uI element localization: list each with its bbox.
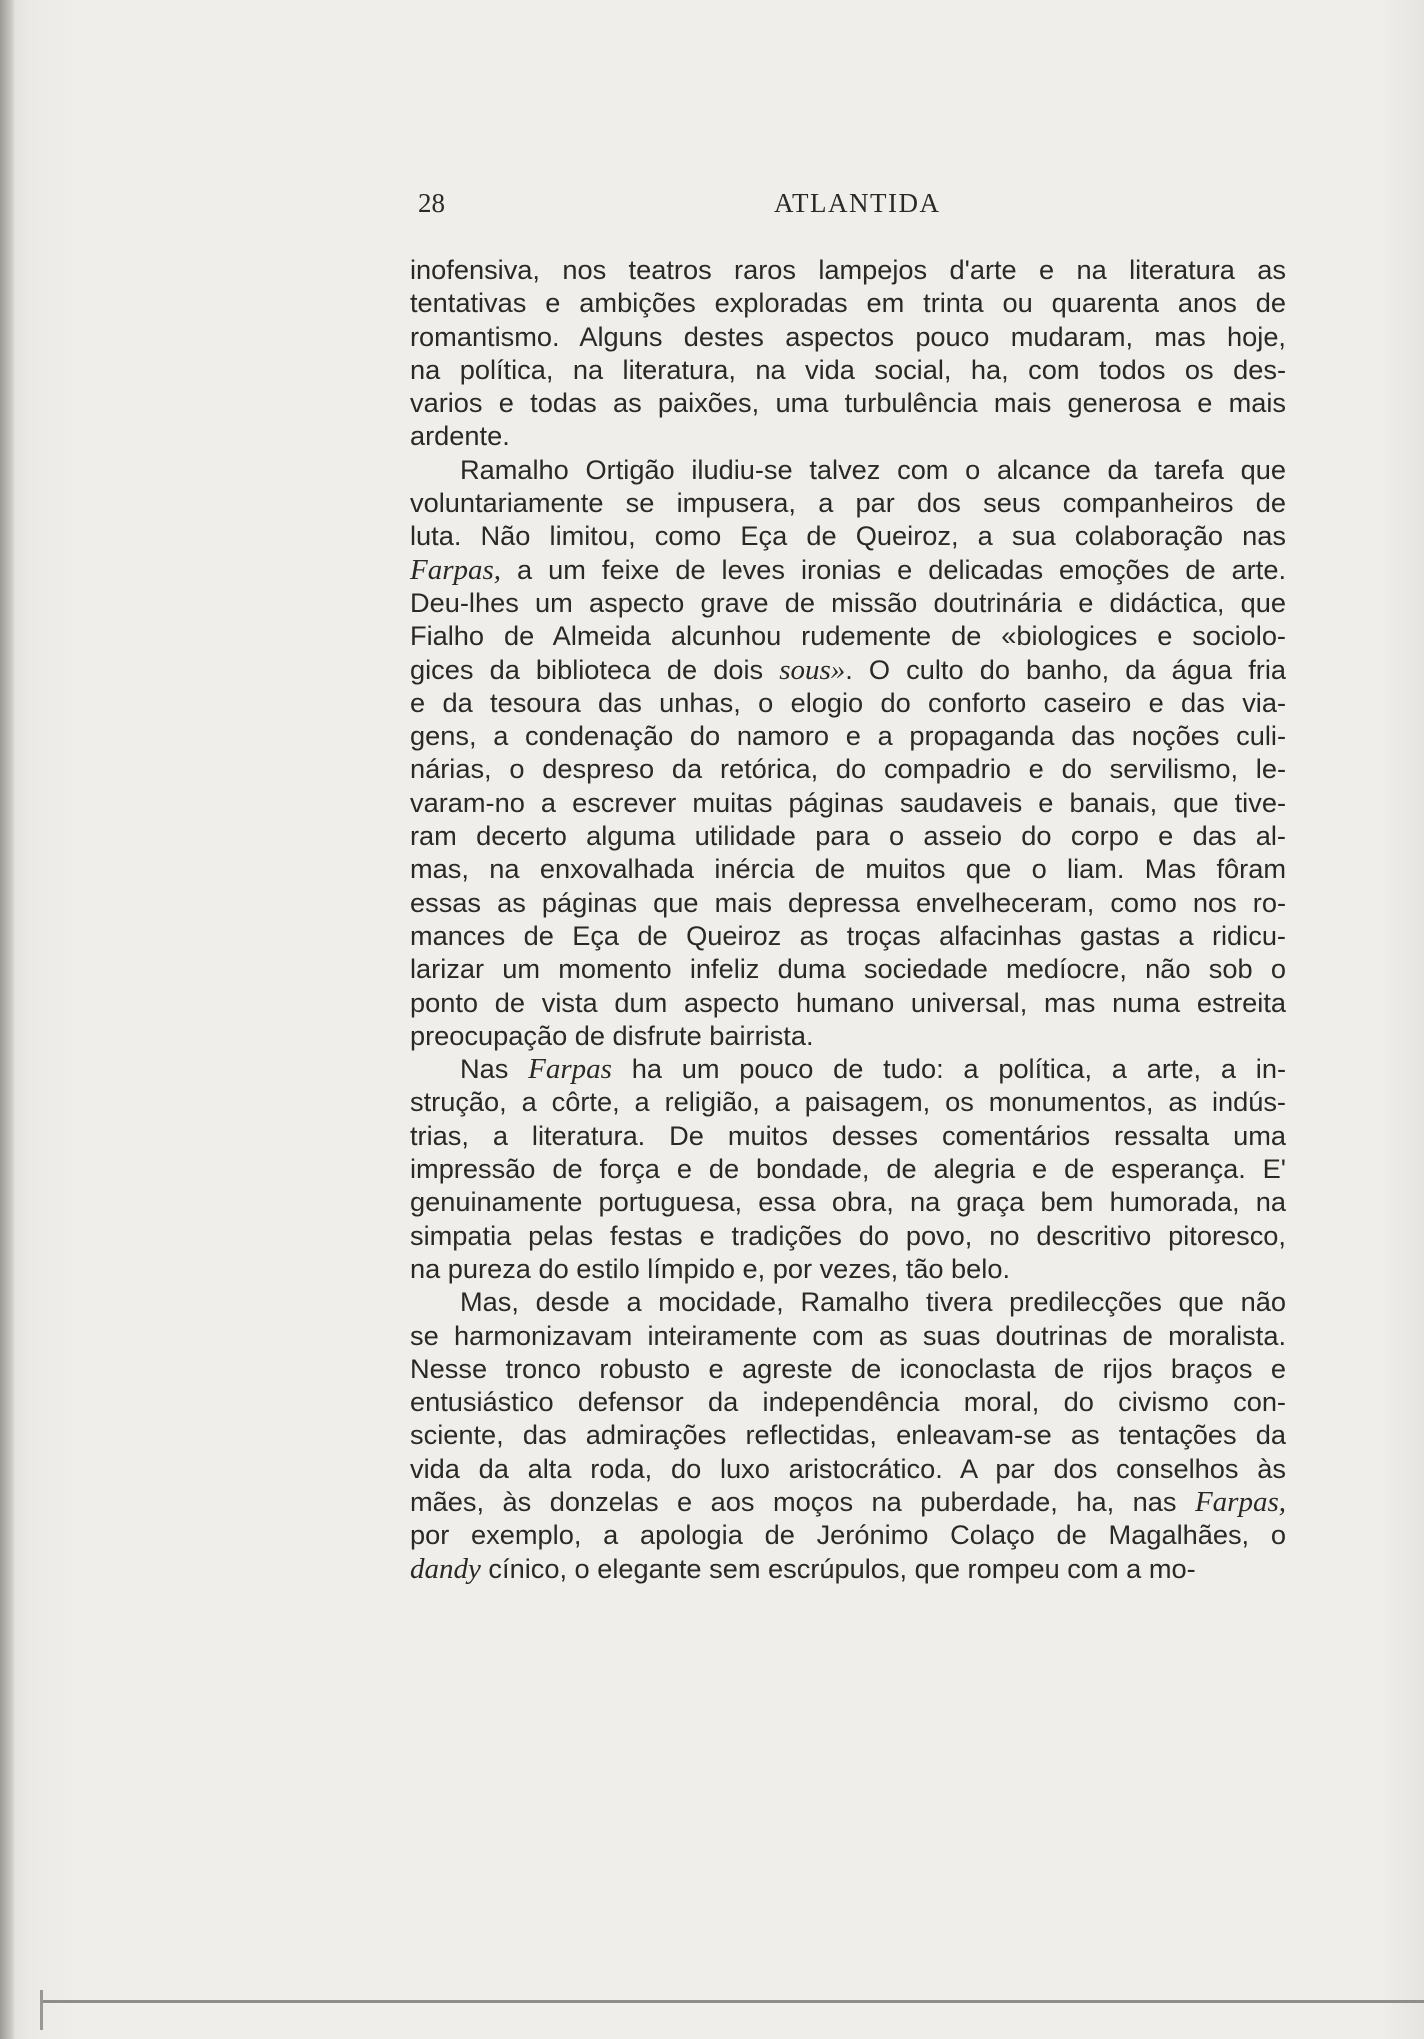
text-line: na pureza do estilo límpido e, por vezes, tão belo. <box>410 1252 1010 1284</box>
italic-word: sous» <box>779 653 846 686</box>
text-line: gens, a condenação do namoro e a propaganda das noções culi- <box>410 720 1286 752</box>
text-line: luta. Não limitou, como Eça de Queiroz, a sua colaboração nas <box>410 520 1286 552</box>
text-line: Mas, desde a mocidade, Ramalho tivera predilecções que não <box>460 1286 1286 1318</box>
text-line: simpatia pelas festas e tradições do povo, no descritivo pitoresco, <box>410 1219 1286 1251</box>
text-line: Ramalho Ortigão iludiu-se talvez com o alcance da tarefa que <box>460 453 1286 485</box>
text-segment: mães, às donzelas e aos moços na puberdade, ha, nas <box>410 1485 1195 1517</box>
italic-title: Farpas, <box>1194 1485 1286 1518</box>
text-line: e da tesoura das unhas, o elogio do conforto caseiro e das via- <box>410 686 1286 718</box>
text-line: varios e todas as paixões, uma turbulência mais generosa e mais <box>410 387 1286 419</box>
text-line: genuinamente portuguesa, essa obra, na graça bem humorada, na <box>410 1186 1286 1218</box>
text-segment: . O culto do banho, da água fria <box>845 653 1286 685</box>
text-line <box>410 653 1286 686</box>
text-line: Nesse tronco robusto e agreste de iconoclasta de rijos braços e <box>410 1352 1286 1384</box>
running-title: ATLANTIDA <box>774 188 941 218</box>
text-segment: gices da biblioteca de dois <box>410 653 780 685</box>
text-segment: a um feixe de leves ironias e delicadas emoções de arte. <box>501 553 1286 585</box>
text-line <box>410 553 1286 586</box>
text-line: romantismo. Alguns destes aspectos pouco mudaram, mas hoje, <box>410 320 1286 352</box>
text-line: tentativas e ambições exploradas em trinta ou quarenta anos de <box>410 287 1286 319</box>
text-line: ardente. <box>410 420 510 452</box>
text-line <box>410 1485 1286 1518</box>
text-line: ram decerto alguma utilidade para o asseio do corpo e das al- <box>410 820 1286 852</box>
italic-title: Farpas, <box>410 553 502 586</box>
text-line: preocupação de disfrute bairrista. <box>410 1019 814 1051</box>
text-line: Deu-lhes um aspecto grave de missão doutrinária e didáctica, que <box>410 586 1286 618</box>
text-line: na política, na literatura, na vida social, ha, com todos os des- <box>410 353 1286 385</box>
text-line: mas, na enxovalhada inércia de muitos que o liam. Mas fôram <box>410 853 1286 885</box>
text-line: por exemplo, a apologia de Jerónimo Colaço de Magalhães, o <box>410 1519 1286 1551</box>
text-line: larizar um momento infeliz duma sociedade medíocre, não sob o <box>410 953 1286 985</box>
scan-corner-mark <box>40 1990 43 2030</box>
text-line: entusiástico defensor da independência moral, do civismo con- <box>410 1386 1286 1418</box>
text-segment: Nas <box>460 1053 529 1085</box>
scan-bottom-edge <box>40 2000 1424 2003</box>
italic-title: Farpas <box>528 1053 612 1086</box>
text-line: varam-no a escrever muitas páginas saudaveis e banais, que tive- <box>410 786 1286 818</box>
running-head <box>418 188 1288 228</box>
text-line <box>410 1052 1286 1085</box>
text-segment: ha um pouco de tudo: a política, a arte, a in- <box>611 1053 1286 1085</box>
text-line: Fialho de Almeida alcunhou rudemente de «biologices e sociolo- <box>410 620 1286 652</box>
text-line: sciente, das admirações reflectidas, enleavam-se as tentações da <box>410 1419 1286 1451</box>
text-line: vida da alta roda, do luxo aristocrático. A par dos conselhos às <box>410 1452 1286 1484</box>
text-line: impressão de força e de bondade, de alegria e de esperança. E' <box>410 1153 1286 1185</box>
text-line: inofensiva, nos teatros raros lampejos d'arte e na literatura as <box>410 254 1286 285</box>
page-number: 28 <box>418 188 445 218</box>
text-line <box>410 1552 1286 1585</box>
body-text <box>410 253 1286 1585</box>
text-line: se harmonizavam inteiramente com as suas doutrinas de moralista. <box>410 1319 1286 1351</box>
text-line: strução, a côrte, a religião, a paisagem, os monumentos, as indús- <box>410 1086 1286 1118</box>
text-line: nárias, o despreso da retórica, do compadrio e do servilismo, le- <box>410 753 1286 785</box>
text-line: mances de Eça de Queiroz as troças alfacinhas gastas a ridicu- <box>410 919 1286 951</box>
text-line: voluntariamente se impusera, a par dos seus companheiros de <box>410 487 1286 519</box>
italic-word: dandy <box>410 1552 481 1585</box>
text-line: trias, a literatura. De muitos desses comentários ressalta uma <box>410 1119 1286 1151</box>
text-line: essas as páginas que mais depressa envelheceram, como nos ro- <box>410 886 1286 918</box>
text-segment: cínico, o elegante sem escrúpulos, que rompeu com a mo- <box>480 1552 1196 1584</box>
text-line: ponto de vista dum aspecto humano universal, mas numa estreita <box>410 986 1286 1018</box>
page-binding-edge <box>0 0 14 2039</box>
